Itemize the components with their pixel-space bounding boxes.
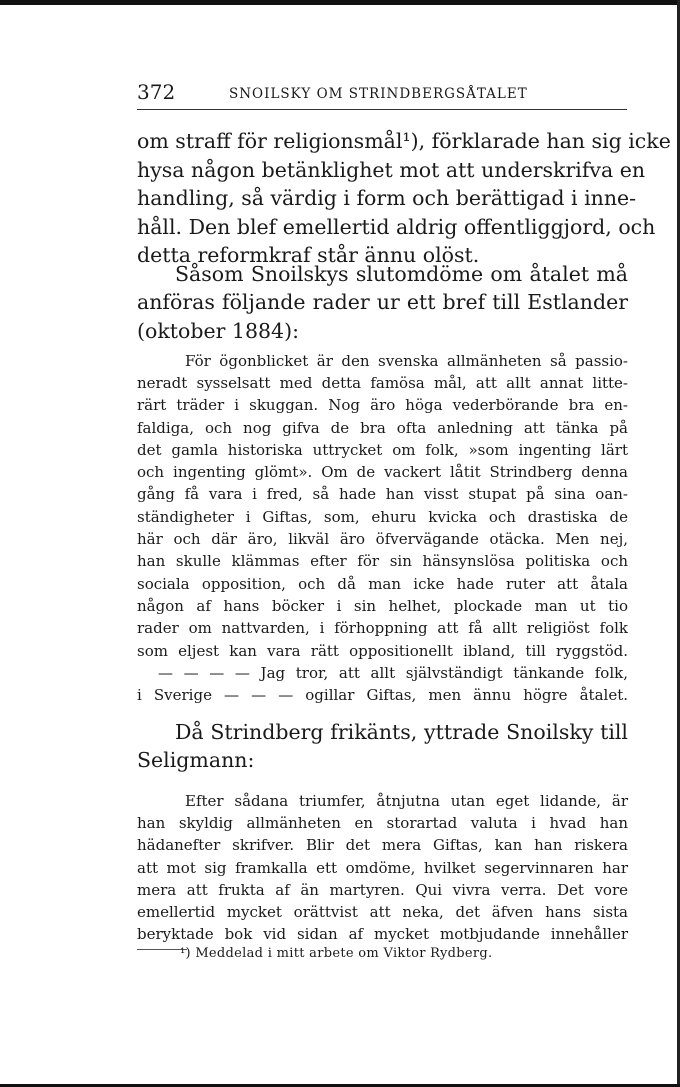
quote-line: — — — — Jag tror, att allt självständigt tänkande folk, — [158, 664, 628, 682]
quote-line: ständigheter i Giftas, som, ehuru kvicka och drastiska de — [137, 507, 628, 526]
quote-line: som eljest kan vara rätt oppositionellt ibland, till ryggstöd. — [137, 641, 628, 660]
quote-line: i Sverige — — — ogillar Giftas, men ännu högre åtalet. — [137, 686, 628, 704]
page-header — [137, 80, 627, 104]
text-line: Seligmann: — [137, 748, 255, 772]
text-line: om straff för religionsmål¹), förklarade han sig icke — [137, 129, 671, 153]
top-scan-edge — [0, 0, 680, 5]
quote-line: det gamla historiska uttrycket om folk, »som ingenting lärt — [137, 440, 628, 459]
quote-line: sociala opposition, och då man icke hade ruter att åtala — [137, 574, 628, 593]
text-line: Då Strindberg frikänts, yttrade Snoilsky till — [175, 720, 628, 744]
text-line: handling, så värdig i form och berättigad i inne- — [137, 186, 637, 210]
footnote: ¹) Meddelad i mitt arbete om Viktor Rydberg. — [180, 946, 493, 961]
quote-line: neradt sysselsatt med detta famösa mål, att allt annat litte- — [137, 374, 628, 392]
quote-line: Efter sådana triumfer, åtnjutna utan eget lidande, är — [185, 792, 628, 810]
quote-1-last-line — [137, 684, 628, 706]
quote-line: gång få vara i fred, så hade han visst stupat på sina oan- — [137, 485, 628, 504]
quote-line: rader om nattvarden, i förhoppning att få allt religiöst folk — [137, 619, 628, 638]
quote-line: han skulle klämmas efter för sin hänsynslösa politiska och — [137, 552, 628, 571]
text-line: håll. Den blef emellertid aldrig offentliggjord, och — [137, 214, 656, 239]
text-line: hysa någon betänklighet mot att underskrifva en — [137, 157, 646, 182]
page-number: 372 — [137, 80, 176, 104]
quote-1-first-line — [185, 350, 628, 372]
quote-line: här och där äro, likväl äro öfvervägande otäcka. Men nej, — [137, 530, 628, 549]
quote-line: faldiga, och nog gifva de bra ofta anledning att tänka på — [137, 418, 628, 437]
quote-line: han skyldig allmänheten en storartad valuta i hvad han — [137, 814, 628, 832]
quote-line: att mot sig framkalla ett omdöme, hvilket segervinnaren har — [137, 858, 628, 877]
quote-line: beryktade bok vid sidan af mycket motbjudande innehåller — [137, 925, 628, 944]
quote-line: emellertid mycket orättvist att neka, det äfven hans sista — [137, 903, 628, 922]
quote-line: rärt träder i skuggan. Nog äro höga vederbörande bra en- — [137, 396, 628, 415]
quote-line: mera att frukta af än martyren. Qui vivra verra. Det vore — [137, 880, 628, 899]
paragraph-3 — [137, 746, 628, 775]
quote-line: och ingenting glömt». Om de vackert låtit Strindberg denna — [137, 463, 628, 482]
text-line: Såsom Snoilskys slutomdöme om åtalet må — [175, 262, 628, 286]
running-title: SNOILSKY OM STRINDBERGSÅTALET — [229, 86, 528, 102]
paragraph-1 — [137, 127, 671, 270]
quote-1 — [137, 372, 628, 662]
quote-2 — [137, 812, 628, 946]
quote-line: hädanefter skrifver. Blir det mera Giftas, kan han riskera — [137, 836, 628, 855]
paragraph-2-first-line — [175, 260, 628, 289]
quote-1-dash-line — [158, 662, 628, 684]
header-rule — [137, 109, 627, 110]
quote-line: För ögonblicket är den svenska allmänheten så passio- — [185, 352, 628, 370]
text-line: (oktober 1884): — [137, 318, 299, 343]
paragraph-2 — [137, 288, 628, 345]
text-line: anföras följande rader ur ett bref till Estlander — [137, 290, 628, 314]
quote-line: någon af hans böcker i sin helhet, plockade man ut tio — [137, 596, 628, 615]
paragraph-3-first-line — [175, 718, 628, 747]
quote-2-first-line — [185, 790, 628, 812]
text-line: detta reformkraf står ännu olöst. — [137, 243, 480, 267]
